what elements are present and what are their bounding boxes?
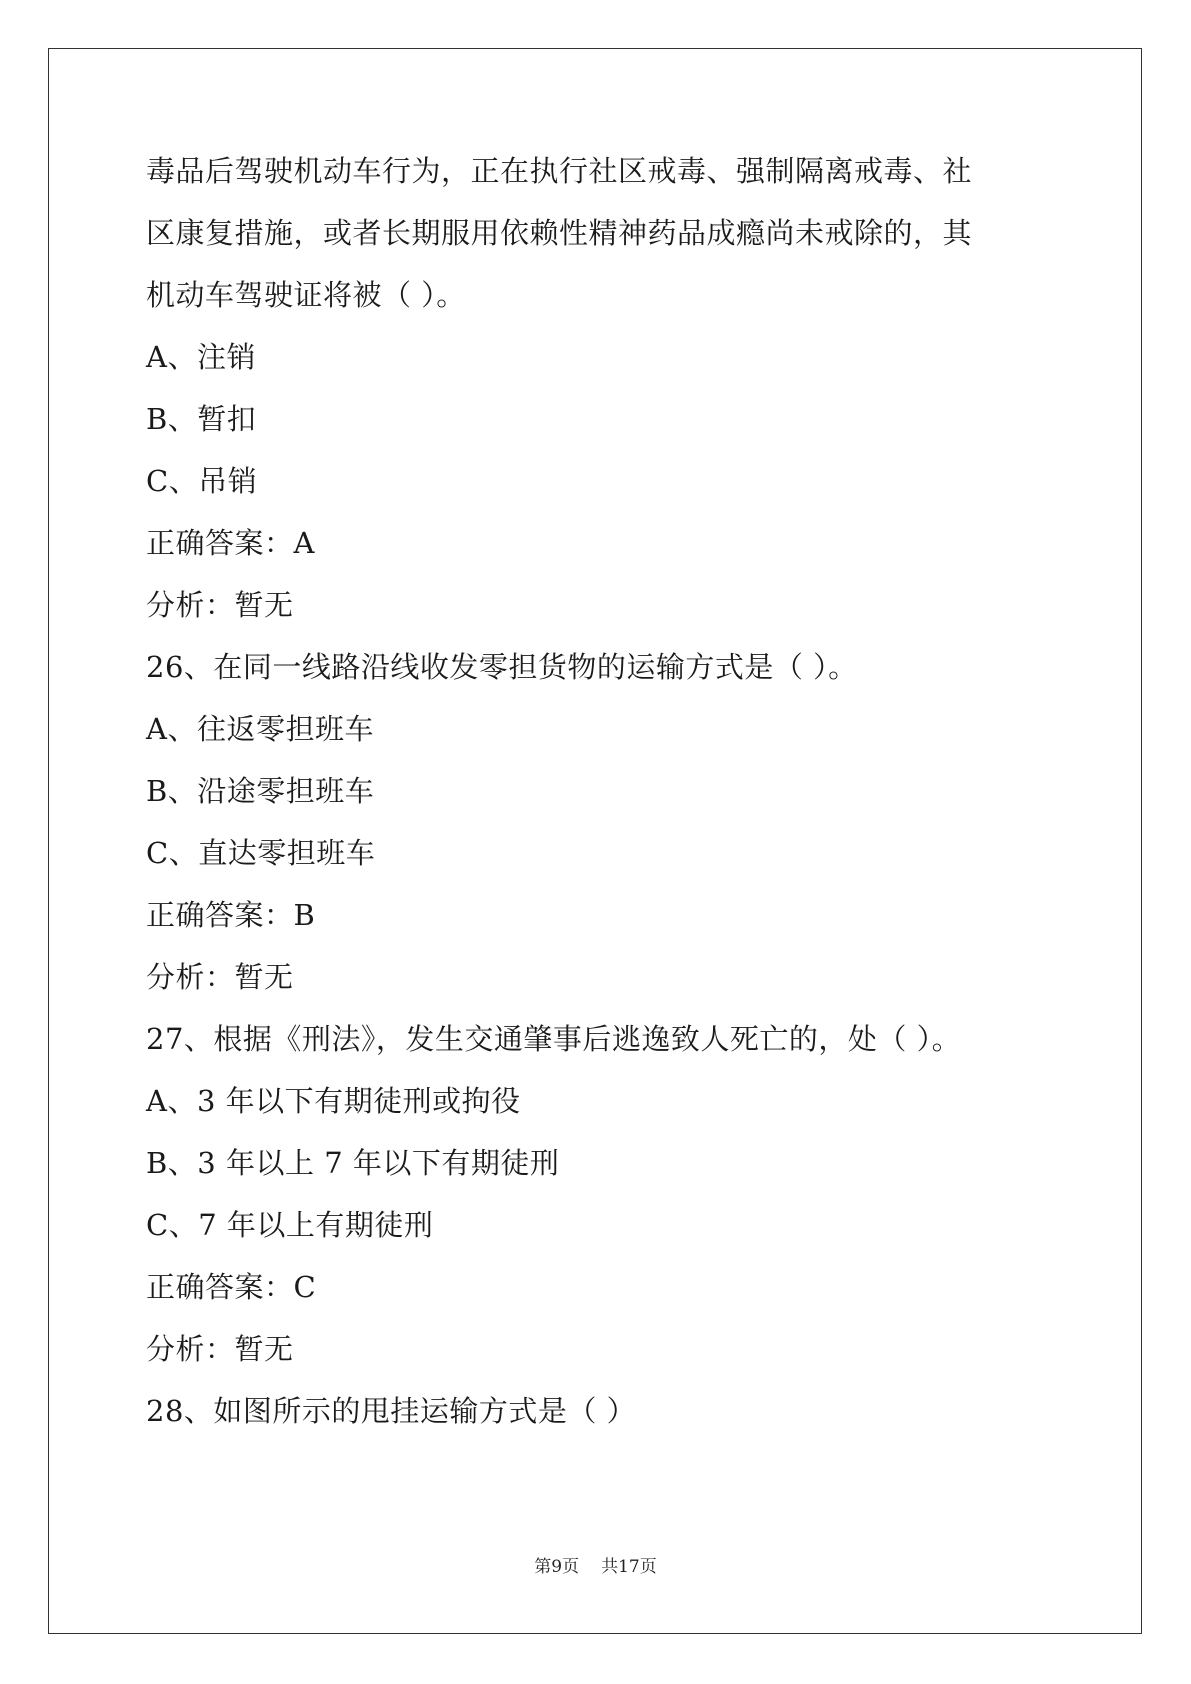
page-footer: [0, 1552, 1191, 1577]
question-stem: 27、根据《刑法》，发生交通肇事后逃逸致人死亡的，处（ ）。: [146, 1022, 962, 1056]
option-a: A、3 年以下有期徒刑或拘役: [146, 1084, 521, 1118]
page-total: 共17页: [601, 1557, 657, 1577]
correct-answer: 正确答案：A: [146, 526, 315, 560]
question-stem-line: 区康复措施，或者长期服用依赖性精神药品成瘾尚未戒除的，其: [146, 216, 973, 250]
option-c: C、直达零担班车: [146, 836, 376, 870]
option-b: B、沿途零担班车: [146, 774, 375, 808]
option-b: B、3 年以上 7 年以下有期徒刑: [146, 1146, 560, 1180]
question-stem: 28、如图所示的甩挂运输方式是（ ）: [146, 1394, 637, 1428]
document-body: [146, 140, 1056, 1442]
option-c: C、吊销: [146, 464, 258, 498]
question-stem-line: 机动车驾驶证将被（ ）。: [146, 278, 466, 312]
option-c: C、7 年以上有期徒刑: [146, 1208, 434, 1242]
option-a: A、往返零担班车: [146, 712, 374, 746]
page-number: 第9页: [534, 1557, 580, 1577]
question-27: [146, 1008, 1056, 1380]
question-stem: 26、在同一线路沿线收发零担货物的运输方式是（ ）。: [146, 650, 858, 684]
analysis: 分析：暂无: [146, 960, 294, 994]
option-b: B、暂扣: [146, 402, 257, 436]
correct-answer: 正确答案：C: [146, 1270, 317, 1304]
question-25-continuation: [146, 140, 1056, 636]
correct-answer: 正确答案：B: [146, 898, 316, 932]
analysis: 分析：暂无: [146, 588, 294, 622]
question-28: [146, 1380, 1056, 1442]
analysis: 分析：暂无: [146, 1332, 294, 1366]
option-a: A、注销: [146, 340, 256, 374]
question-26: [146, 636, 1056, 1008]
question-stem-line: 毒品后驾驶机动车行为，正在执行社区戒毒、强制隔离戒毒、社: [146, 154, 973, 188]
